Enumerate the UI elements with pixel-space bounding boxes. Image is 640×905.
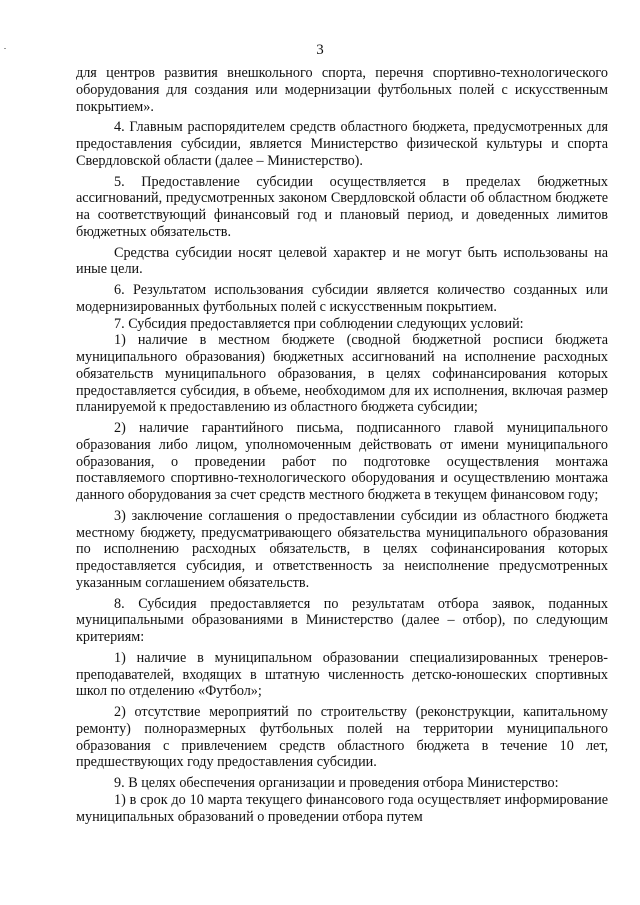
paragraph-funds-purpose: Средства субсидии носят целевой характер и не могут быть использованы на иные цели. <box>76 244 608 278</box>
paragraph-item-8-2: 2) отсутствие мероприятий по строительству (реконструкции, капитальному ремонту) полноразмерных футбольных полей на территории муниципального образования с привлечением средств областного бюджета в течение 10 лет, предшествующих году предоставления субсидии. <box>76 704 608 771</box>
document-body <box>76 65 608 825</box>
paragraph-item-9: 9. В целях обеспечения организации и проведения отбора Министерство: <box>114 775 559 791</box>
paragraph-item-8: 8. Субсидия предоставляется по результатам отбора заявок, поданных муниципальными образованиями в Министерство (далее – отбор), по следующим критериям: <box>76 595 608 645</box>
paragraph-item-7-3: 3) заключение соглашения о предоставлении субсидии из областного бюджета местному бюджету, предусматривающего обязательства муниципального образования по исполнению расходных обязательств, в целях софинансирования которых предоставляется субсидия, и ответственность за неисполнение предусмотренных указанным соглашением обязательств. <box>76 507 608 591</box>
paragraph-item-9-1: 1) в срок до 10 марта текущего финансового года осуществляет информирование муниципальных образований о проведении отбора путем <box>76 791 608 825</box>
paragraph-item-7-1: 1) наличие в местном бюджете (сводной бюджетной росписи бюджета муниципального образования) бюджетных ассигнований на исполнение расходных обязательств муниципального образования, в целях софинансирования которых предоставляется субсидия, в объеме, необходимом для их исполнения, включая размер планируемой к предоставлению из областного бюджета субсидии; <box>76 332 608 416</box>
paragraph-item-7-2: 2) наличие гарантийного письма, подписанного главой муниципального образования либо лицом, уполномоченным действовать от имени муниципального образования, о проведении работ по подготовке осуществления монтажа поставляемого спортивно-технологического оборудования и осуществлению монтажа данного оборудования за счет средств местного бюджета в текущем финансовом году; <box>76 420 608 503</box>
paragraph-item-8-1: 1) наличие в муниципальном образовании специализированных тренеров-преподавателей, входящих в штатную численность детско-юношеских спортивных школ по отделению «Футбол»; <box>76 649 608 700</box>
paragraph-item-6: 6. Результатом использования субсидии является количество созданных или модернизированных футбольных полей с искусственным покрытием. <box>76 282 608 315</box>
paragraph-item-5: 5. Предоставление субсидии осуществляется в пределах бюджетных ассигнований, предусмотренных законом Свердловской области об областном бюджете на соответствующий финансовый год и плановый период, и доведенных лимитов бюджетных обязательств. <box>76 173 608 240</box>
page-number: 3 <box>316 42 324 58</box>
paragraph-item-4: 4. Главным распорядителем средств областного бюджета, предусмотренных для предоставления субсидии, является Министерство физической культуры и спорта Свердловской области (далее – Министерство). <box>76 119 608 169</box>
paragraph-item-7: 7. Субсидия предоставляется при соблюдении следующих условий: <box>114 315 524 332</box>
paragraph-continuation: для центров развития внешкольного спорта, перечня спортивно-технологического оборудования для создания или модернизации футбольных полей с искусственным покрытием». <box>76 65 608 115</box>
